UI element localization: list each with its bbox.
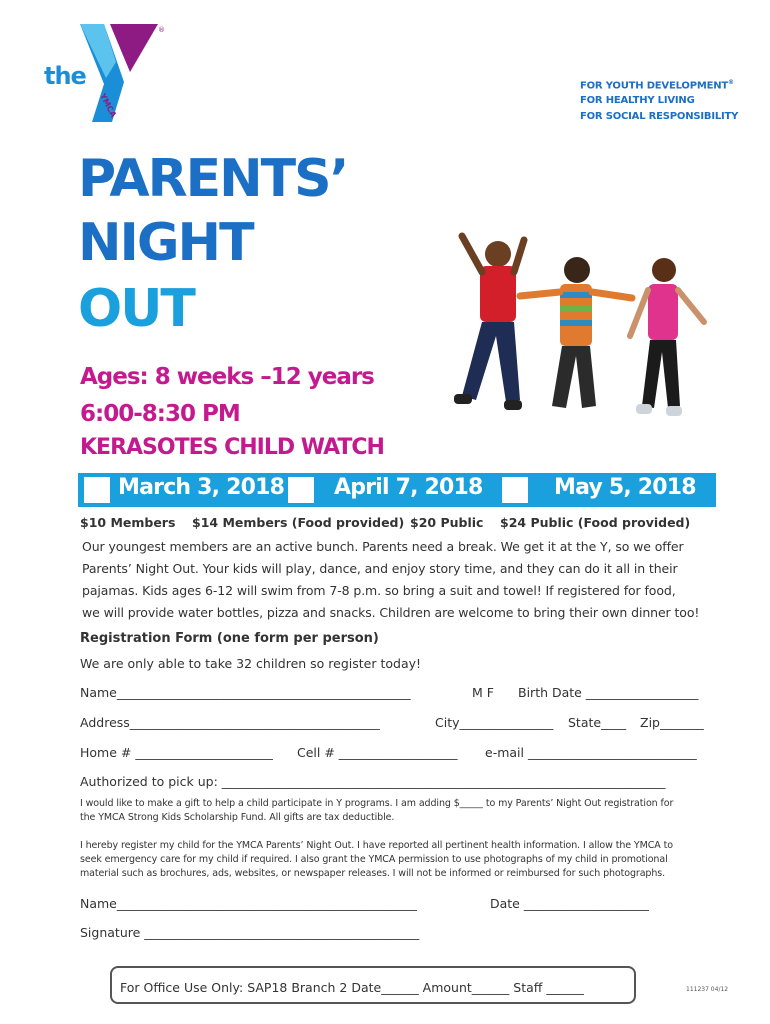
consent-text-line: I hereby register my child for the YMCA Parents’ Night Out. I have reported all pertinent health information. I allow the YMCA to (80, 840, 673, 851)
date-selection-bar (78, 473, 716, 507)
description-line: pajamas. Kids ages 6-12 will swim from 7-8 p.m. so bring a suit and towel! If registered for food, (82, 583, 676, 598)
time-label: 6:00-8:30 PM (80, 401, 240, 427)
authorized-pickup-field[interactable]: Authorized to pick up: _______________________________________________________________________ (80, 774, 666, 789)
kids-jumping-photo (432, 226, 712, 436)
registration-heading: Registration Form (one form per person) (80, 631, 379, 646)
date-checkbox-march[interactable] (84, 477, 110, 503)
home-phone-field[interactable]: Home # ______________________ (80, 745, 273, 760)
name-field[interactable]: Name_______________________________________________ (80, 685, 411, 700)
address-field[interactable]: Address________________________________________ (80, 715, 380, 730)
date-checkbox-may[interactable] (502, 477, 528, 503)
consent-text-line: material such as brochures, ads, websites, or newspaper releases. I will not be informed or reimbursed for such photographs. (80, 868, 666, 879)
description-line: we will provide water bottles, pizza and snacks. Children are welcome to bring their own dinner too! (82, 605, 700, 620)
title-line-2: NIGHT (78, 213, 253, 273)
tagline-healthy: FOR HEALTHY LIVING (580, 95, 695, 106)
ymca-logo (40, 22, 170, 132)
sign-date-field[interactable]: Date ____________________ (490, 896, 649, 911)
registration-subheading: We are only able to take 32 children so register today! (80, 656, 422, 671)
office-use-text: For Office Use Only: SAP18 Branch 2 Date______ Amount______ Staff ______ (120, 980, 584, 995)
location-label: KERASOTES CHILD WATCH (80, 435, 384, 460)
gift-text-line: I would like to make a gift to help a child participate in Y programs. I am adding $_____ to my Parents’ Night Out registration for (80, 798, 674, 809)
title-line-1: PARENTS’ (78, 149, 348, 209)
title-line-3: OUT (78, 279, 194, 339)
description-line: Our youngest members are an active bunch. Parents need a break. We get it at the Y, so we offer (82, 539, 684, 554)
parent-name-field[interactable]: Name________________________________________________ (80, 896, 417, 911)
date-april: April 7, 2018 (334, 475, 483, 500)
tagline-reg-mark: ® (728, 79, 734, 86)
tagline-social: FOR SOCIAL RESPONSIBILITY (580, 111, 739, 122)
logo-brand: YMCA (98, 92, 119, 120)
birth-date-field[interactable]: Birth Date __________________ (518, 685, 699, 700)
gift-text-line: the YMCA Strong Kids Scholarship Fund. All gifts are tax deductible. (80, 812, 395, 823)
price-members: $10 Members (80, 515, 176, 530)
date-march: March 3, 2018 (118, 475, 285, 500)
gender-field[interactable]: M F (472, 685, 494, 700)
consent-text-line: seek emergency care for my child if required. I also grant the YMCA permission to use photographs of my child in promotional (80, 854, 668, 865)
state-field[interactable]: State____ (568, 715, 627, 730)
tagline-youth-text: FOR YOUTH DEVELOPMENT (580, 80, 729, 92)
cell-phone-field[interactable]: Cell # ___________________ (297, 745, 458, 760)
ages-label: Ages: 8 weeks –12 years (80, 364, 374, 390)
city-field[interactable]: City_______________ (435, 715, 554, 730)
logo-word: the (44, 62, 86, 90)
tagline-youth (580, 79, 734, 91)
logo-registered-mark: ® (158, 26, 165, 34)
form-code: 111237 04/12 (686, 986, 729, 993)
price-members-food: $14 Members (Food provided) (192, 515, 405, 530)
email-field[interactable]: e-mail ___________________________ (485, 745, 697, 760)
zip-field[interactable]: Zip_______ (640, 715, 704, 730)
date-checkbox-april[interactable] (288, 477, 314, 503)
description-line: Parents’ Night Out. Your kids will play, dance, and enjoy story time, and they can do it all in their (82, 561, 678, 576)
price-public: $20 Public (410, 515, 484, 530)
price-public-food: $24 Public (Food provided) (500, 515, 691, 530)
date-may: May 5, 2018 (554, 475, 696, 500)
signature-field[interactable]: Signature ____________________________________________ (80, 925, 420, 940)
